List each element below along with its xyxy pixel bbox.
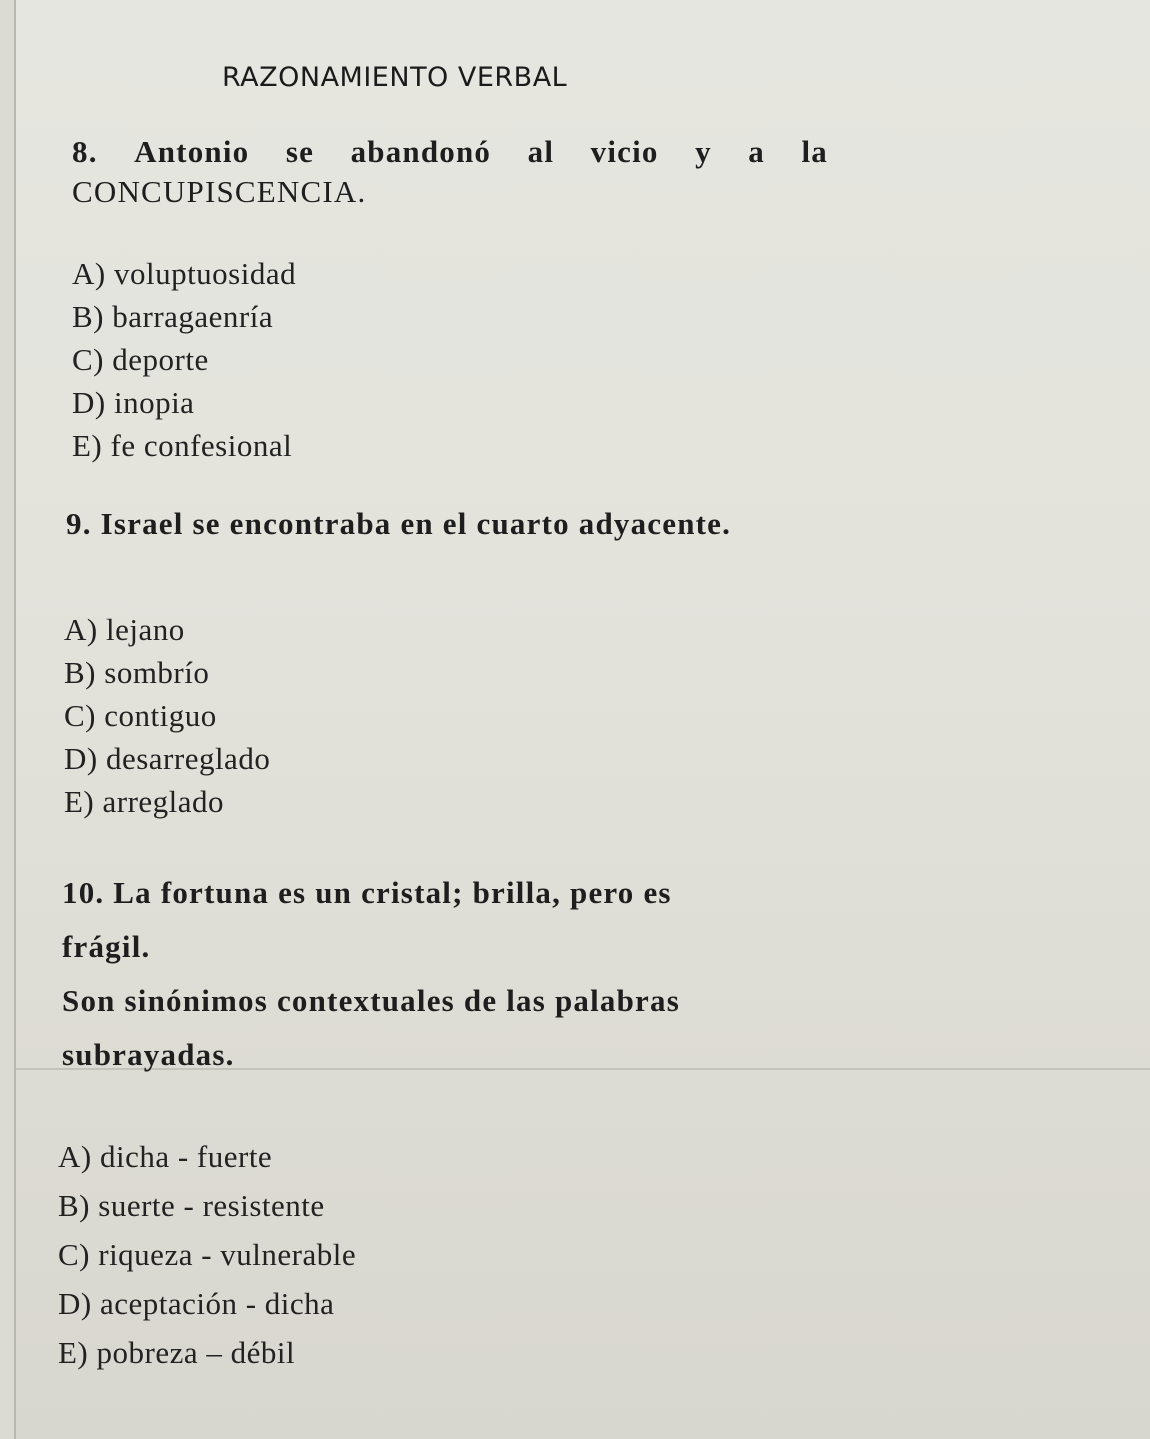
question-10-stem-line-2: frágil. — [62, 929, 151, 964]
question-9-options — [64, 608, 270, 823]
option-c: C) riqueza - vulnerable — [58, 1237, 357, 1272]
word: y — [695, 134, 712, 169]
word: Antonio — [134, 134, 250, 169]
option-b: B) suerte - resistente — [58, 1188, 325, 1223]
option-a: A) voluptuosidad — [72, 256, 297, 291]
word: 8. — [72, 134, 98, 169]
question-8-options — [72, 252, 296, 467]
question-9-stem — [66, 506, 731, 542]
word: se — [285, 134, 315, 169]
question-9-stem-text: 9. Israel se encontraba en el cuarto adyacente. — [66, 506, 732, 541]
question-8-stem — [72, 134, 828, 210]
word: la — [801, 134, 828, 169]
question-10-stem-line-1: 10. La fortuna es un cristal; brilla, pero es — [62, 875, 672, 910]
question-10-stem — [62, 866, 680, 1082]
question-10-options — [58, 1132, 356, 1377]
question-10-instruction-line-2: subrayadas. — [62, 1037, 235, 1072]
option-d: D) inopia — [72, 385, 195, 420]
option-b: B) barragaenría — [72, 299, 274, 334]
option-a: A) lejano — [64, 612, 185, 647]
option-c: C) contiguo — [64, 698, 217, 733]
option-e: E) arreglado — [64, 784, 225, 819]
question-8-stem-line-1 — [72, 134, 828, 170]
option-e: E) pobreza – débil — [58, 1335, 296, 1370]
word: al — [527, 134, 555, 169]
option-a: A) dicha - fuerte — [58, 1139, 273, 1174]
word: abandonó — [350, 134, 492, 169]
question-8-stem-line-2: CONCUPISCENCIA. — [72, 174, 367, 209]
option-c: C) deporte — [72, 342, 209, 377]
option-d: D) aceptación - dicha — [58, 1286, 335, 1321]
option-b: B) sombrío — [64, 655, 210, 690]
option-e: E) fe confesional — [72, 428, 293, 463]
word: vicio — [590, 134, 659, 169]
option-d: D) desarreglado — [64, 741, 271, 776]
page-title: RAZONAMIENTO VERBAL — [222, 62, 568, 93]
word: a — [748, 134, 765, 169]
question-10-instruction-line-1: Son sinónimos contextuales de las palabras — [62, 983, 680, 1018]
